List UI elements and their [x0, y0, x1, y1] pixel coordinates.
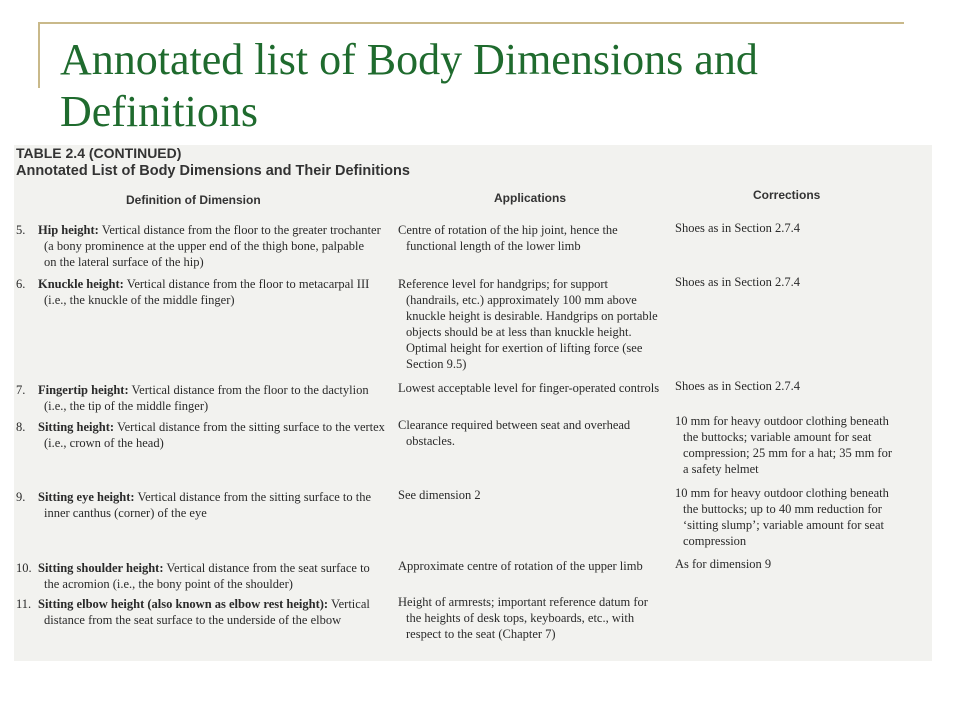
definition-continuation: (i.e., the knuckle of the middle finger)	[44, 293, 235, 307]
applications-line: See dimension 2	[398, 488, 481, 502]
definition-continuation: (i.e., crown of the head)	[44, 436, 164, 450]
row-corrections	[675, 274, 930, 290]
applications-line: Lowest acceptable level for finger-operated controls	[398, 381, 660, 395]
definition-first-line	[16, 419, 400, 435]
corrections-line: ‘sitting slump’; variable amount for seat	[683, 518, 884, 532]
dimension-term: Hip height:	[38, 223, 99, 237]
row-number: 5.	[16, 223, 26, 237]
table-caption: TABLE 2.4 (CONTINUED)	[16, 145, 182, 161]
row-applications	[398, 558, 680, 574]
definition-text: Vertical distance from the floor to the dactylion	[131, 383, 369, 397]
corrections-line: Shoes as in Section 2.7.4	[675, 221, 800, 235]
column-header-applications: Applications	[494, 191, 567, 205]
definition-continuation: inner canthus (corner) of the eye	[44, 506, 207, 520]
dimension-term: Sitting elbow height (also known as elbow rest height):	[38, 597, 329, 611]
applications-line: Reference level for handgrips; for support	[398, 277, 608, 291]
corrections-line: Shoes as in Section 2.7.4	[675, 379, 800, 393]
column-header-definition: Definition of Dimension	[126, 193, 261, 207]
applications-line: knuckle height is desirable. Handgrips on portable	[406, 309, 658, 323]
row-applications	[398, 417, 680, 449]
applications-line: Optimal height for exertion of lifting force (see	[406, 341, 643, 355]
definition-first-line	[16, 222, 400, 238]
applications-line: the heights of desk tops, keyboards, etc., with	[406, 611, 635, 625]
definition-first-line	[16, 560, 400, 576]
row-corrections	[675, 413, 930, 477]
row-definition	[16, 419, 400, 451]
row-definition	[16, 382, 400, 414]
applications-line: Clearance required between seat and overhead	[398, 418, 631, 432]
definition-text: Vertical distance from the sitting surface to the	[137, 490, 372, 504]
definition-first-line	[16, 276, 400, 292]
row-number: 10.	[16, 561, 32, 575]
row-definition	[16, 560, 400, 592]
definition-continuation: distance from the seat surface to the underside of the elbow	[44, 613, 342, 627]
table-subtitle: Annotated List of Body Dimensions and Their Definitions	[16, 163, 410, 179]
corrections-line: a safety helmet	[683, 462, 759, 476]
applications-line: Approximate centre of rotation of the upper limb	[398, 559, 643, 573]
row-corrections	[675, 220, 930, 236]
definition-continuation: on the lateral surface of the hip)	[44, 255, 204, 269]
corrections-line: the buttocks; variable amount for seat	[683, 430, 872, 444]
dimension-term: Fingertip height:	[38, 383, 129, 397]
corrections-line: Shoes as in Section 2.7.4	[675, 275, 800, 289]
definition-text: Vertical distance from the floor to the greater trochanter	[101, 223, 381, 237]
corrections-line: the buttocks; up to 40 mm reduction for	[683, 502, 882, 516]
dimension-term: Sitting height:	[38, 420, 115, 434]
definition-text: Vertical	[330, 597, 370, 611]
applications-line: Height of armrests; important reference datum for	[398, 595, 648, 609]
corrections-line: As for dimension 9	[675, 557, 772, 571]
row-definition	[16, 276, 400, 308]
row-definition	[16, 222, 400, 270]
slide-title: Annotated list of Body Dimensions and Definitions	[60, 35, 758, 136]
corrections-line: compression; 25 mm for a hat; 35 mm for	[683, 446, 892, 460]
row-corrections	[675, 378, 930, 394]
corrections-line: compression	[683, 534, 747, 548]
row-corrections	[675, 485, 930, 549]
column-header-corrections: Corrections	[753, 188, 821, 202]
row-applications	[398, 222, 680, 254]
applications-line: (handrails, etc.) approximately 100 mm above	[406, 293, 637, 307]
accent-rule-horizontal	[38, 22, 904, 24]
row-applications	[398, 594, 680, 642]
definition-first-line	[16, 489, 400, 505]
row-number: 7.	[16, 383, 26, 397]
applications-line: Section 9.5)	[406, 357, 467, 371]
definition-continuation: the acromion (i.e., the bony point of the shoulder)	[44, 577, 293, 591]
corrections-line: 10 mm for heavy outdoor clothing beneath	[675, 414, 889, 428]
row-number: 9.	[16, 490, 26, 504]
definition-text: Vertical distance from the sitting surface to the vertex	[116, 420, 385, 434]
scanned-table-image	[14, 145, 932, 661]
corrections-line: 10 mm for heavy outdoor clothing beneath	[675, 486, 889, 500]
applications-line: Centre of rotation of the hip joint, hence the	[398, 223, 618, 237]
definition-text: Vertical distance from the floor to metacarpal III	[126, 277, 370, 291]
row-definition	[16, 596, 400, 628]
dimension-term: Knuckle height:	[38, 277, 124, 291]
row-applications	[398, 487, 680, 503]
definition-continuation: (i.e., the tip of the middle finger)	[44, 399, 209, 413]
applications-line: respect to the seat (Chapter 7)	[406, 627, 556, 641]
row-applications	[398, 276, 680, 372]
dimension-term: Sitting shoulder height:	[38, 561, 164, 575]
row-applications	[398, 380, 680, 396]
applications-line: objects should be at less than knuckle height.	[406, 325, 632, 339]
row-corrections	[675, 556, 930, 572]
row-number: 11.	[16, 597, 32, 611]
row-definition	[16, 489, 400, 521]
definition-continuation: (a bony prominence at the upper end of the thigh bone, palpable	[44, 239, 365, 253]
definition-text: Vertical distance from the seat surface to	[166, 561, 370, 575]
row-number: 8.	[16, 420, 26, 434]
dimension-term: Sitting eye height:	[38, 490, 135, 504]
accent-rule-vertical	[38, 22, 40, 88]
applications-line: functional length of the lower limb	[406, 239, 581, 253]
row-number: 6.	[16, 277, 26, 291]
definition-first-line	[16, 382, 400, 398]
applications-line: obstacles.	[406, 434, 455, 448]
definition-first-line	[16, 596, 400, 612]
